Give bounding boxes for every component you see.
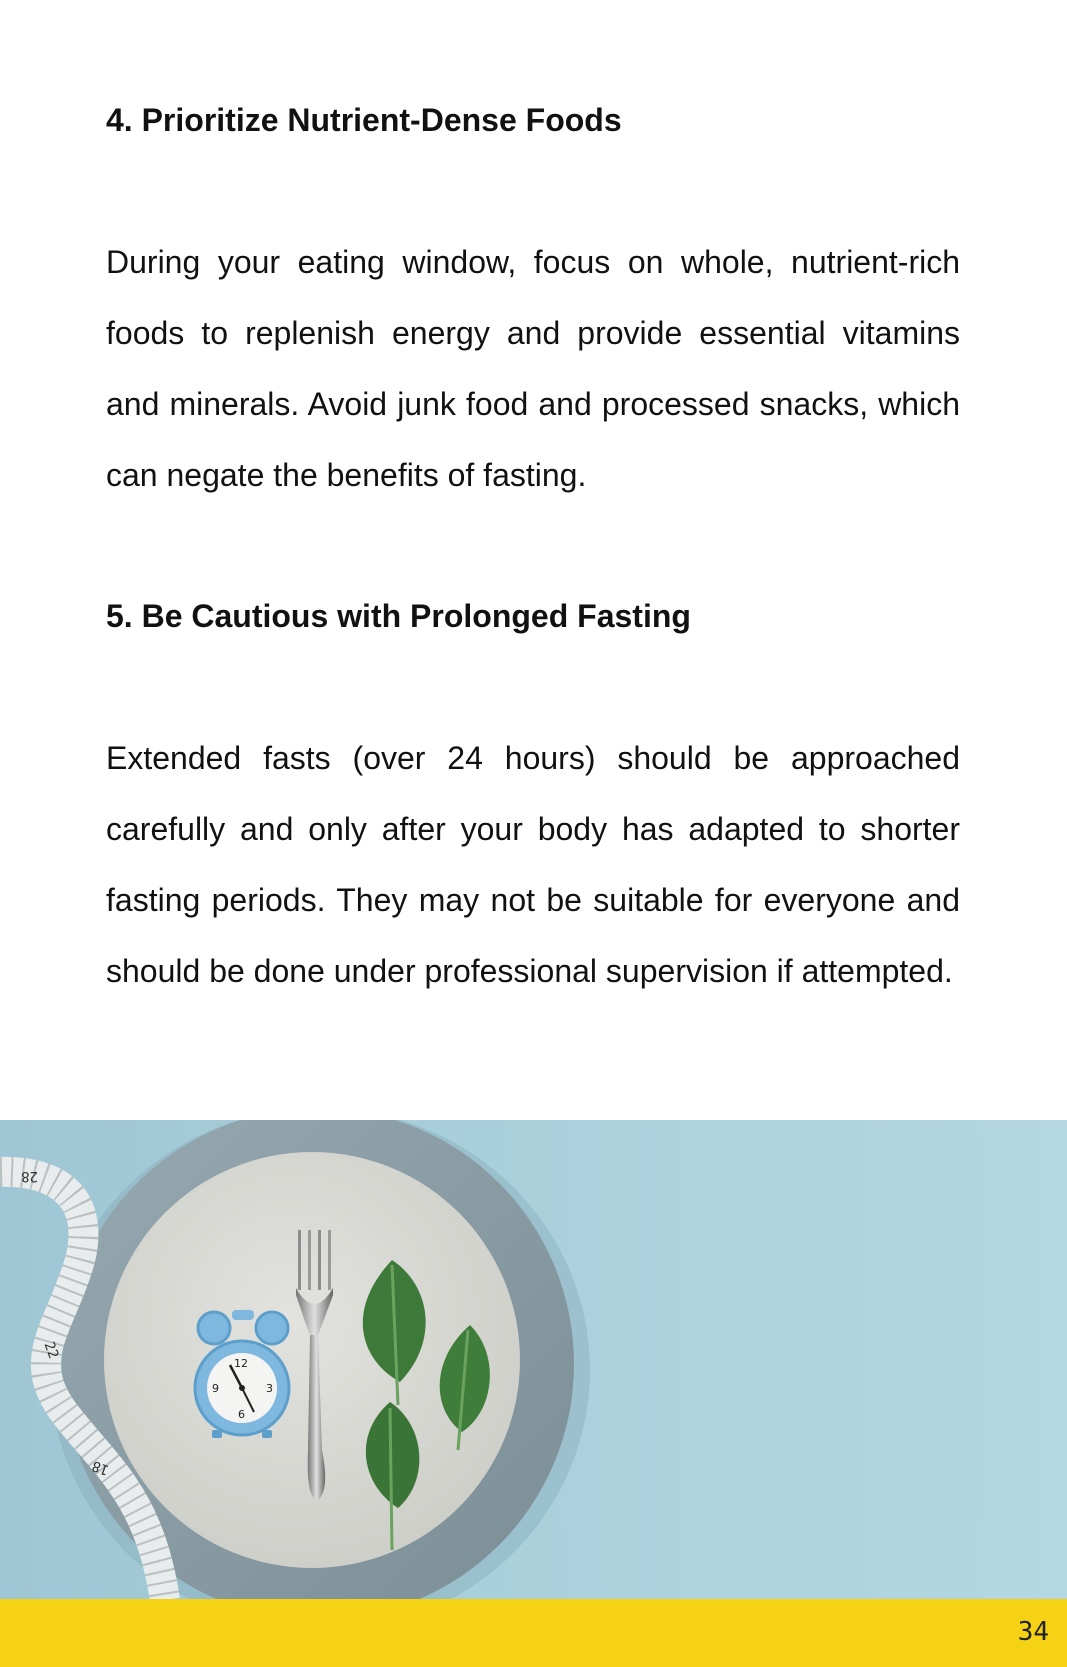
fasting-plate-photo xyxy=(0,1120,1067,1600)
clock-number-6: 6 xyxy=(238,1408,245,1421)
footer-bar xyxy=(0,1599,1067,1667)
tape-number-28: 28 xyxy=(21,1168,38,1184)
section-heading-prolonged-fasting: 5. Be Cautious with Prolonged Fasting xyxy=(106,598,691,634)
page-number: 34 xyxy=(1017,1617,1049,1647)
section-heading-nutrient-dense: 4. Prioritize Nutrient-Dense Foods xyxy=(106,102,622,138)
section-body-nutrient-dense: During your eating window, focus on whole, nutrient-rich foods to replenish energy and provide essential vitamins and minerals. Avoid junk food and processed snacks, which can negate the benefits of fasting. xyxy=(106,244,960,493)
clock-number-12: 12 xyxy=(234,1357,248,1370)
clock-number-3: 3 xyxy=(266,1382,273,1395)
tape-number-22: 22 xyxy=(40,1339,62,1361)
tape-number-18: 18 xyxy=(89,1457,112,1478)
section-body-prolonged-fasting: Extended fasts (over 24 hours) should be approached carefully and only after your body has adapted to shorter fasting periods. They may not be suitable for everyone and should be done under professional supervision if attempted. xyxy=(106,740,960,989)
clock-number-9: 9 xyxy=(212,1382,219,1395)
